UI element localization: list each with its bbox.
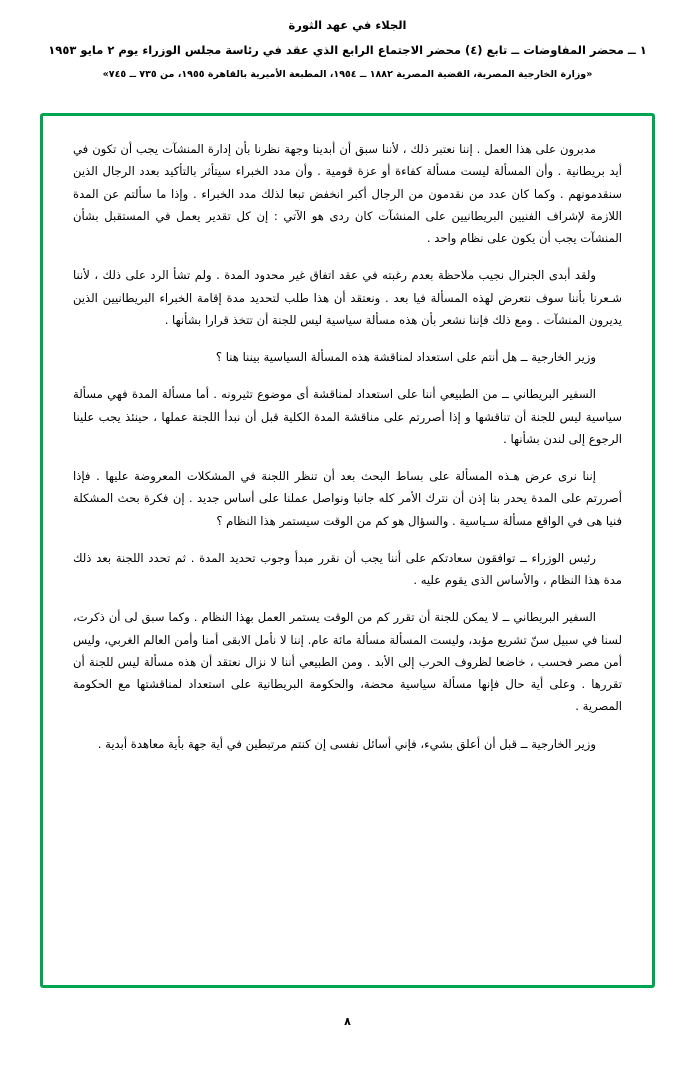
document-title: الجلاء في عهد الثورة [288,18,407,32]
paragraph-speaker-foreign-minister: وزير الخارجية ــ هل أنتم على استعداد لمناقشة هذه المسألة السياسية بيننا هنا ؟ [215,350,596,364]
page-header [0,0,695,83]
paragraph: إننا نرى عرض هـذه المسألة على بساط البحث بعد أن تنظر اللجنة في المشكلات المعروضة عليها . فإذا أصررتم على المدة يحدر بنا إذن أن نترك الأمر كله جانبا ونواصل عملنا على أساس جديد . إن فكرة بحث المشكلة فنيا هى في الواقع مسألة سـياسية . والسؤال هو كم من الوقت سيستمر هذا النظام ؟ [73,469,622,528]
page-number: ٨ [344,1015,351,1028]
paragraph-speaker-british-ambassador: السفير البريطاني ــ لا يمكن للجنة أن تقرر كم من الوقت يستمر العمل بهذا النظام . وكما سبق لى أن ذكرت، لسنا في سبيل سنّ تشريع مؤبد، وليست المسألة مسألة مائة عام. إننا لا نأمل الابقى أمنا وأمن العالم الغربي، وليس أمن مصر فحسب ، خاضعا لظروف الحرب إلى الأبد . ومن الطبيعي أننا لا نزال نعتقد أن هذه مسألة ليس للجنة أن تقررها . وعلى أية حال فإنها مسألة سياسية محضة، والحكومة البريطانية على استعداد لمناقشتها مع الحكومة المصرية . [73,610,622,714]
paragraph: ولقد أبدى الجنرال نجيب ملاحظة بعدم رغبته في عقد اتفاق غير محدود المدة . ولم تشأ الرد على ذلك ، لأننا شـعرنا بأننا سوف نتعرض لهذه المسألة فيا بعد . ونعتقد أن هذا طلب لتحديد مدة إقامة الخبراء البريطانيين الذين يديرون المنشآت . ومع ذلك فإننا نشعر بأن هذه مسألة سياسية ليس للجنة أن تتخذ قرارا بشأنها . [73,268,622,327]
content-frame [40,113,655,988]
content-body [43,116,652,985]
document-source: «وزارة الخارجية المصرية، القضية المصرية ١٨٨٢ ــ ١٩٥٤، المطبعة الأميرية بالقاهرة ١٩٥٥، من ٧٣٥ ــ ٧٤٥» [102,69,593,81]
paragraph-speaker-prime-minister: رئيس الوزراء ــ توافقون سعادتكم على أننا يجب أن نقرر مبدأ وجوب تحديد المدة . ثم تحدد اللجنة بعد ذلك مدة هذا النظام ، والأساس الذى يقوم عليه . [73,550,622,587]
paragraph-speaker-foreign-minister: وزير الخارجية ــ قبل أن أعلق بشيء، فإني أسائل نفسى إن كنتم مرتبطين في أية جهة بأية معاهدة أبدية . [97,736,596,751]
paragraph-speaker-british-ambassador: السفير البريطاني ــ من الطبيعي أننا على استعداد لمناقشة أى موضوع تثيرونه . أما مسألة المدة فهي مسألة سياسية ليس للجنة أن تناقشها و إذا أصررتم على مناقشة المدة الكلية قبل أن نبدأ اللجنة عملها ، حينئذ يجب علينا الرجوع إلى لندن بشأنها . [73,387,622,446]
paragraph: مدبرون على هذا العمل . إننا نعتبر ذلك ، لأننا سبق أن أبدينا وجهة نظرنا بأن إدارة المنشآت يجب أن تكون في أيد بريطانية . وأن المسألة ليست مسألة كفاءة أو عزة قومية . وأن مدد الخبراء سيتأثر بالتأكيد بعدد الرجال الذين سنقدمونهم . وكما كان عدد من نقدمون من الرجال أكبر انخفض تبعا لذلك مدد الخبراء . وإذا ما سألتم عن المدة اللازمة لإشراف الفنيين البريطانيين على المنشآت كان ردى هو الآتي : إن كل تقدير يعمل في المستقبل بشأن المنشآت يجب أن يكون على نظام واحد . [73,142,622,245]
document-subtitle: ١ ــ محضر المفاوضات ــ تابع (٤) محضر الاجتماع الرابع الذي عقد في رئاسة مجلس الوزراء يوم ٢ مايو ١٩٥٣ [48,43,647,57]
